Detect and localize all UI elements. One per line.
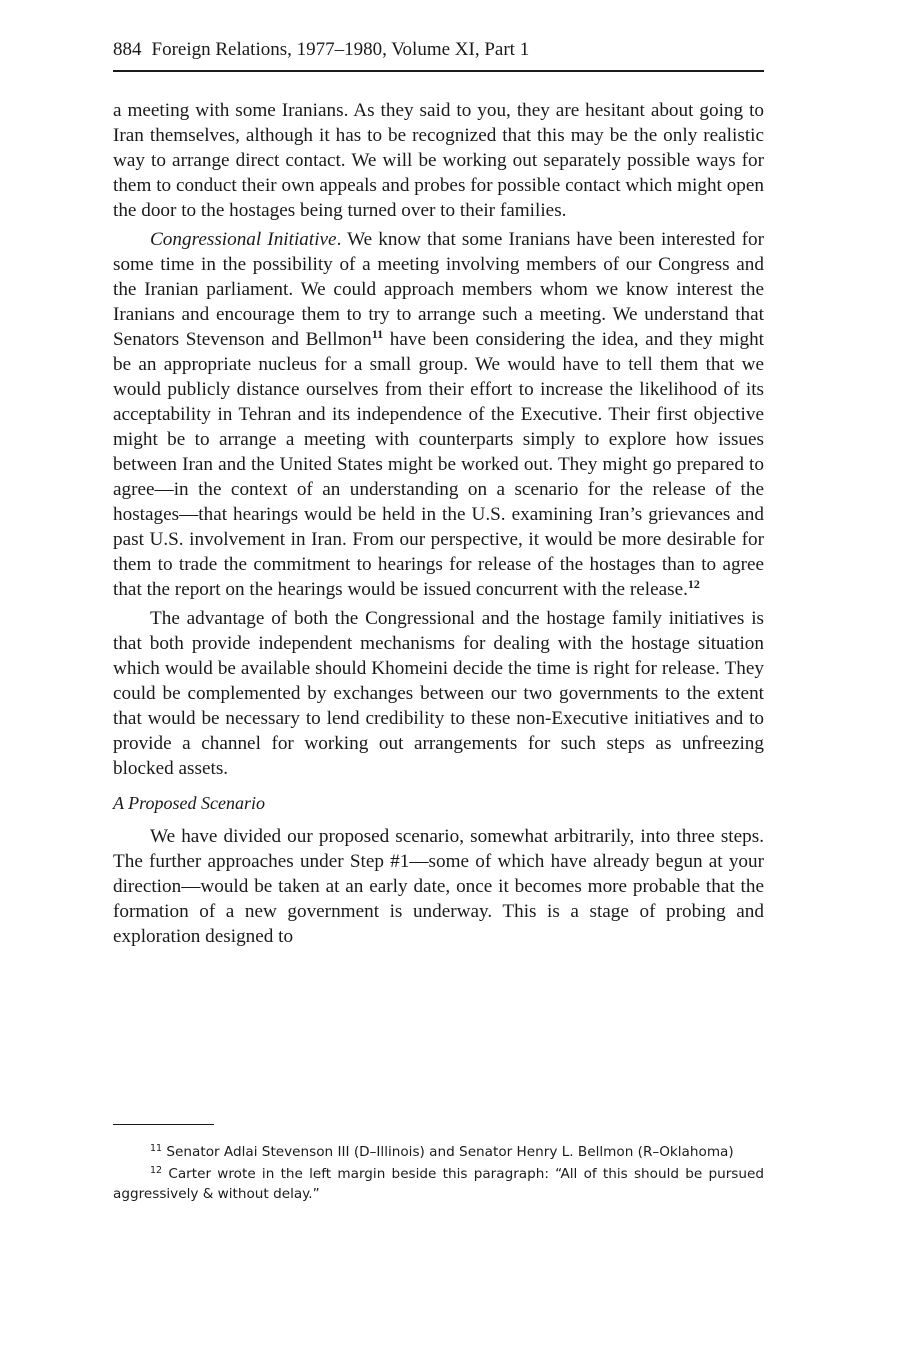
footnote-text: Carter wrote in the left margin beside this paragraph: “All of this should be pursued aggressively & without delay.” [113, 1166, 764, 1202]
paragraph-1: a meeting with some Iranians. As they said to you, they are hesitant about going to Iran themselves, although it has to be recognized that this may be the only realistic way to arrange direct contact. We will be working out separately possible ways for them to conduct their own appeals and probes for possible contact which might open the door to the hostages being turned over to their families. [113, 100, 764, 221]
paragraph-text: have been considering the idea, and they might be an appropriate nucleus for a small group. We would have to tell them that we would publicly distance ourselves from their effort to increase the likelihood of its acceptability in Tehran and its independence of the Executive. Their first objective might be to arrange a meeting with counterparts simply to explore how issues between Iran and the United States might be worked out. They might go prepared to agree—in the context of an understanding on a scenario for the release of the hostages—that hearings would be held in the U.S. examining Iran’s grievances and past U.S. involvement in Iran. From our perspective, it would be more desirable for them to trade the commitment to hearings for release of the hostages than to agree that the report on the hearings would be issued concurrent with the release. [113, 329, 765, 600]
footnote-number: 12 [150, 1165, 163, 1176]
paragraph-3: The advantage of both the Congressional and the hostage family initiatives is that both provide independent mechanisms for dealing with the hostage situation which would be available should Khomeini decide the time is right for release. They could be complemented by exchanges between our two governments to the extent that would be necessary to lend credibility to these non-Executive initiatives and to provide a channel for working out arrangements for such steps as unfreezing blocked assets. [113, 608, 764, 779]
paragraph-4: We have divided our proposed scenario, somewhat arbitrarily, into three steps. The further approaches under Step #1—some of which have already begun at your direction—would be taken at an early date, once it becomes more probable that the formation of a new government is underway. This is a stage of probing and exploration designed to [113, 826, 764, 947]
page-header [113, 36, 764, 72]
paragraph-text: . We know that some Iranians have been interested for some time in the possibility of a meeting involving members of our Congress and the Iranian parliament. We could approach members whom we know interest the Iranians and encourage them to try to arrange such a meeting. We understand that Senators Stevenson and Bellmon [113, 229, 764, 350]
footnote-12 [113, 1164, 764, 1204]
footnote-ref-11[interactable]: 11 [371, 327, 384, 341]
main-text [113, 98, 764, 949]
footnote-text: Senator Adlai Stevenson III (D–Illinois) and Senator Henry L. Bellmon (R–Oklahoma) [166, 1144, 734, 1160]
footnote-number: 11 [150, 1143, 163, 1154]
paragraph-lead-heading: Congressional Initiative [150, 229, 337, 250]
paragraph-congressional-initiative [113, 227, 764, 602]
page-number: 884 [113, 39, 142, 60]
running-title: Foreign Relations, 1977–1980, Volume XI, Part 1 [151, 39, 530, 60]
section-heading: A Proposed Scenario [113, 793, 265, 813]
footnotes [113, 1142, 764, 1206]
footnote-divider [113, 1124, 214, 1125]
footnote-ref-12[interactable]: 12 [687, 577, 700, 591]
footnote-11 [113, 1142, 764, 1162]
